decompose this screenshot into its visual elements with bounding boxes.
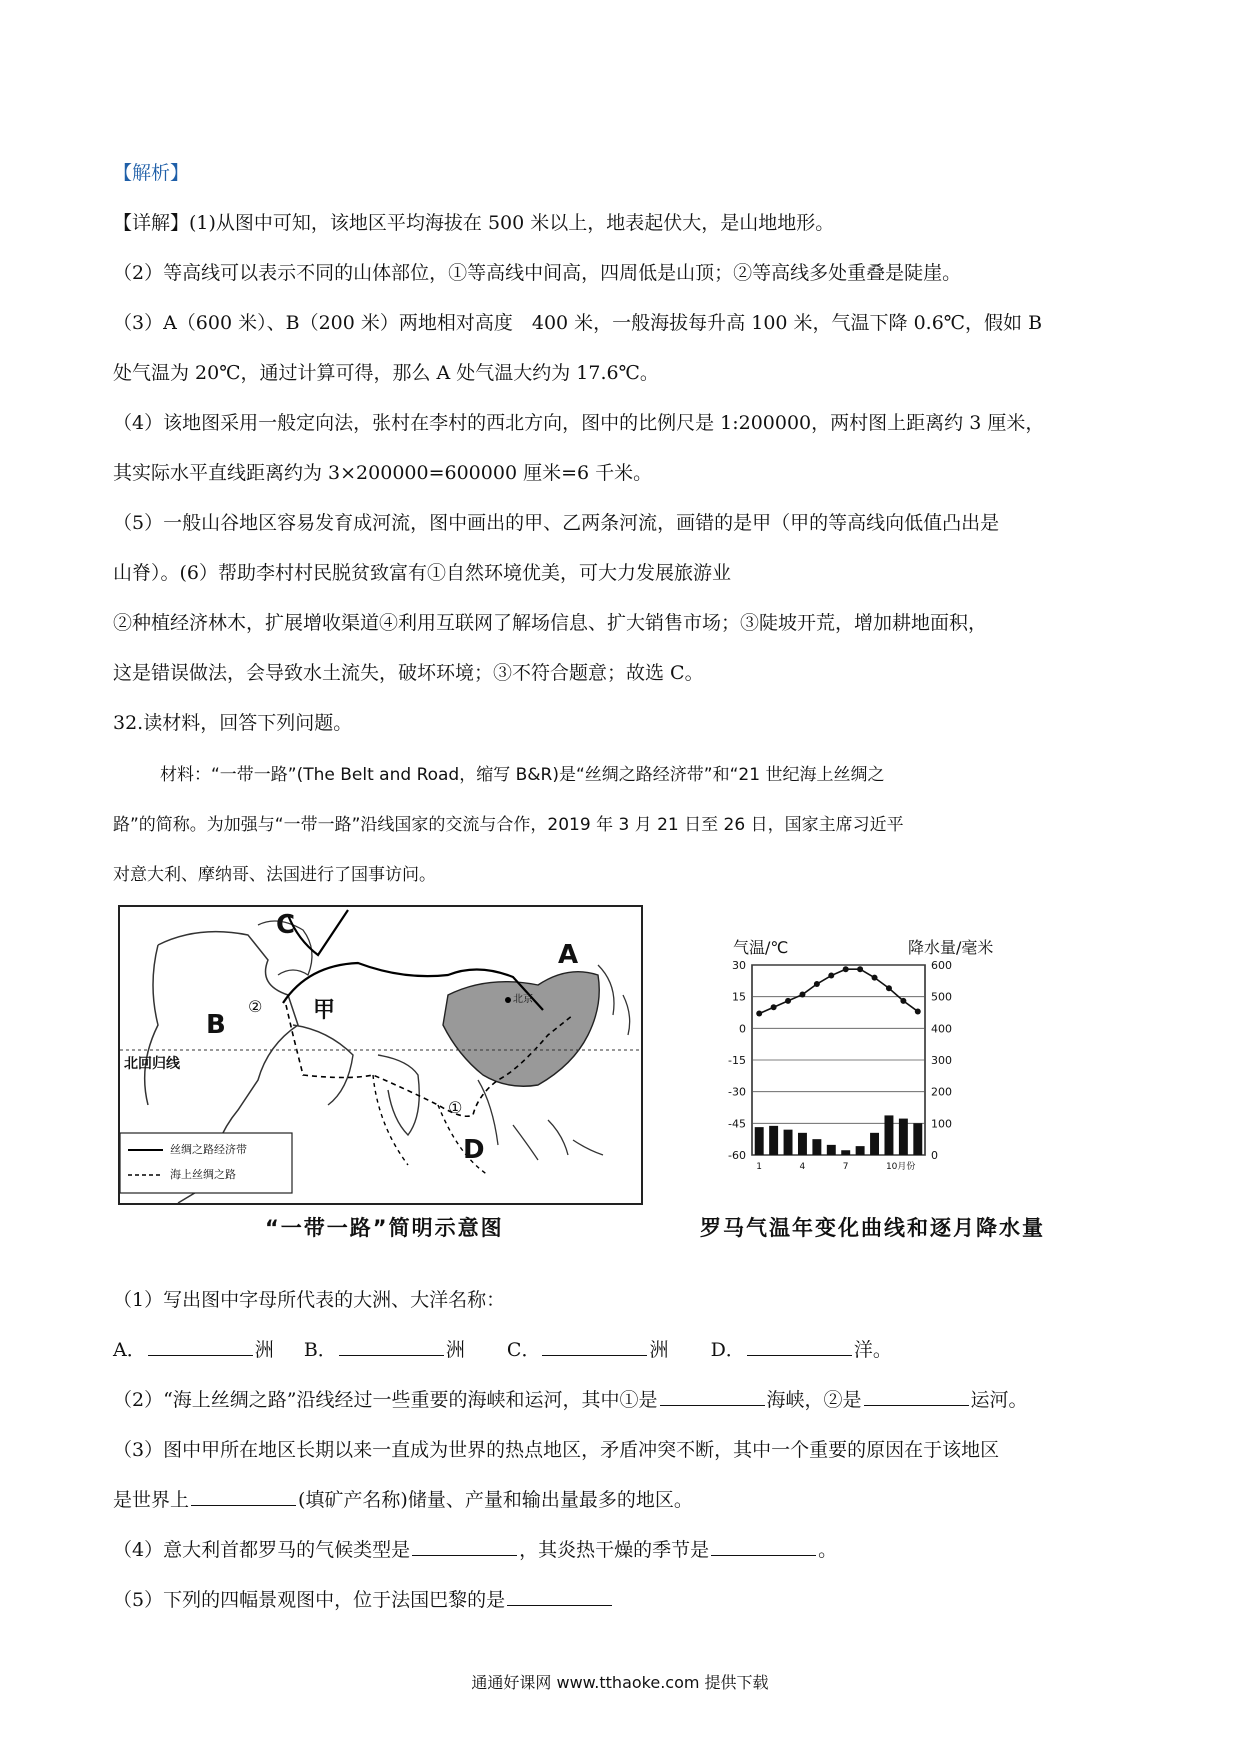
month-tick-label: 7 [842, 1162, 849, 1172]
sub2-text-c: 运河。 [970, 1389, 1028, 1411]
temp-tick-label: 15 [732, 990, 746, 1004]
detail-paragraph-3b: 处气温为 20℃，通过计算可得，那么 A 处气温大约为 17.6℃。 [113, 362, 659, 384]
precip-bar [827, 1145, 836, 1155]
temp-tick-label: 0 [739, 1022, 746, 1036]
analysis-heading: 【解析】 [113, 162, 190, 184]
temperature-point [814, 981, 820, 987]
blank-mineral[interactable] [191, 1504, 296, 1506]
precip-bar [784, 1130, 793, 1155]
sub4-text-b: ，其炎热干燥的季节是 [519, 1539, 710, 1561]
material-line-2: 路”的简称。为加强与“一带一路”沿线国家的交流与合作，2019 年 3 月 21 日至 26 日，国家主席习近平 [113, 815, 904, 835]
precip-tick-label: 400 [931, 1022, 952, 1036]
blank-strait[interactable] [660, 1404, 765, 1406]
detail-paragraph-5b: 山脊）。(6）帮助李村村民脱贫致富有①自然环境优美，可大力发展旅游业 [113, 562, 732, 584]
map-label-jia: 甲 [313, 998, 336, 1023]
sub5-text: （5）下列的四幅景观图中，位于法国巴黎的是 [113, 1589, 506, 1611]
detail-paragraph-3a: （3）A（600 米）、B（200 米）两地相对高度 400 米，一般海拔每升高 100 米，气温下降 0.6℃，假如 B [113, 312, 1043, 334]
detail-paragraph-1 [113, 208, 834, 235]
temperature-point [915, 1008, 921, 1014]
blank-d-suffix: 洋。 [853, 1339, 892, 1361]
blank-c-label: C． [506, 1339, 541, 1361]
map-label-beijing: 北京 [513, 994, 533, 1005]
blank-paris[interactable] [507, 1604, 612, 1606]
blank-canal[interactable] [864, 1404, 969, 1406]
blank-climate-type[interactable] [412, 1554, 517, 1556]
detail-paragraph-5a: （5）一般山谷地区容易发育成河流，图中画出的甲、乙两条河流，画错的是甲（甲的等高线向低值凸出是 [113, 512, 1000, 534]
blank-b-suffix: 洲 [445, 1339, 465, 1361]
month-tick-label: 1 [756, 1162, 762, 1172]
material-line-3: 对意大利、摩纳哥、法国进行了国事访问。 [113, 865, 436, 885]
sub-question-1: （1）写出图中字母所代表的大洲、大洋名称： [113, 1289, 506, 1311]
blank-d[interactable] [747, 1354, 852, 1356]
map-label-d: D [463, 1135, 485, 1165]
temp-tick-label: -45 [728, 1117, 746, 1131]
sub-question-4 [113, 1535, 837, 1562]
blank-a-suffix: 洲 [254, 1339, 274, 1361]
temperature-point [843, 966, 849, 972]
precip-bar [899, 1119, 908, 1155]
precip-bar [856, 1146, 865, 1155]
temperature-point [900, 998, 906, 1004]
blank-b-label: B． [303, 1339, 337, 1361]
legend-sea-route: 海上丝绸之路 [170, 1168, 236, 1181]
temperature-point [872, 975, 878, 981]
blank-c-suffix: 洲 [649, 1339, 669, 1361]
precip-bar [841, 1150, 850, 1155]
temperature-point [886, 985, 892, 991]
temperature-point [799, 992, 805, 998]
map-label-1: ① [448, 1098, 463, 1117]
rome-climate-chart [690, 935, 1110, 1180]
temperature-point [857, 966, 863, 972]
temperature-point [756, 1011, 762, 1017]
temperature-point [771, 1004, 777, 1010]
temperature-point [785, 998, 791, 1004]
map-label-c: C [276, 910, 296, 940]
detail-paragraph-6a: ②种植经济林木，扩展增收渠道④利用互联网了解场信息、扩大销售市场；③陡坡开荒，增加耕地面积， [113, 612, 988, 634]
sub3-text-b: 是世界上 [113, 1489, 190, 1511]
precip-bar [812, 1139, 821, 1155]
blank-d-label: D． [710, 1339, 745, 1361]
sub-question-1-blanks [113, 1335, 892, 1362]
sub2-text-a: （2）“海上丝绸之路”沿线经过一些重要的海峡和运河，其中①是 [113, 1389, 658, 1411]
precip-tick-label: 100 [931, 1117, 952, 1131]
precip-tick-label: 200 [931, 1085, 952, 1099]
temperature-point [828, 973, 834, 979]
sub4-text-a: （4）意大利首都罗马的气候类型是 [113, 1539, 411, 1561]
temp-tick-label: 30 [732, 959, 746, 972]
detail-paragraph-4b: 其实际水平直线距离约为 3×200000=600000 厘米=6 千米。 [113, 462, 653, 484]
sub-question-2 [113, 1385, 1028, 1412]
precip-tick-label: 500 [931, 990, 952, 1004]
blank-a[interactable] [148, 1354, 253, 1356]
blank-dry-season[interactable] [711, 1554, 816, 1556]
precip-bar [870, 1133, 879, 1155]
precip-tick-label: 300 [931, 1054, 952, 1067]
question-32-title: 32.读材料，回答下列问题。 [113, 712, 353, 734]
precip-tick-label: 600 [931, 959, 952, 972]
precip-tick-label: 0 [931, 1149, 938, 1162]
temp-tick-label: -60 [728, 1149, 746, 1162]
detail-text-1: (1)从图中可知，该地区平均海拔在 500 米以上，地表起伏大，是山地地形。 [189, 212, 835, 234]
blank-a-label: A． [113, 1339, 146, 1361]
precip-axis-label: 降水量/毫米 [908, 938, 994, 957]
map-label-a: A [558, 940, 579, 970]
map-label-tropic: 北回归线 [124, 1056, 180, 1072]
sub-question-3a: （3）图中甲所在地区长期以来一直成为世界的热点地区，矛盾冲突不断，其中一个重要的原因在于该地区 [113, 1439, 1000, 1461]
material-line-1: 材料：“一带一路”(The Belt and Road，缩写 B&R)是“丝绸之路经济带”和“21 世纪海上丝绸之 [160, 765, 885, 785]
detail-paragraph-4a: （4）该地图采用一般定向法，张村在李村的西北方向，图中的比例尺是 1:200000，两村图上距离约 3 厘米， [113, 412, 1045, 434]
temp-tick-label: -15 [728, 1054, 746, 1067]
legend-land-route: 丝绸之路经济带 [170, 1143, 247, 1156]
temperature-line [759, 969, 918, 1013]
map-label-2: ② [248, 997, 263, 1016]
temp-axis-label: 气温/℃ [733, 938, 789, 957]
sub-question-3b [113, 1485, 693, 1512]
detail-paragraph-2: （2）等高线可以表示不同的山体部位，①等高线中间高，四周低是山顶；②等高线多处重叠是陡崖。 [113, 262, 962, 284]
chart-caption: 罗马气温年变化曲线和逐月降水量 [700, 1216, 1045, 1240]
detail-paragraph-6b: 这是错误做法，会导致水土流失，破坏环境；③不符合题意；故选 C。 [113, 662, 704, 684]
month-tick-label: 10月份 [885, 1162, 916, 1172]
precip-bar [755, 1127, 764, 1155]
blank-c[interactable] [542, 1354, 647, 1356]
belt-road-map [118, 905, 643, 1205]
precip-bar [913, 1123, 922, 1155]
map-caption: “一带一路”简明示意图 [265, 1216, 504, 1240]
month-tick-label: 4 [799, 1162, 806, 1172]
page-footer: 通通好课网 www.tthaoke.com 提供下载 [471, 1673, 769, 1692]
precip-bar [884, 1115, 893, 1155]
temp-tick-label: -30 [728, 1085, 746, 1099]
sub4-text-c: 。 [818, 1539, 838, 1561]
precip-bar [798, 1133, 807, 1155]
detail-tag: 【详解】 [113, 212, 190, 234]
sub2-text-b: 海峡，②是 [766, 1389, 862, 1411]
map-label-b: B [206, 1010, 226, 1040]
sub3-text-c: (填矿产名称)储量、产量和输出量最多的地区。 [298, 1489, 693, 1511]
blank-b[interactable] [339, 1354, 444, 1356]
sub-question-5 [113, 1585, 614, 1612]
precip-bar [769, 1126, 778, 1155]
